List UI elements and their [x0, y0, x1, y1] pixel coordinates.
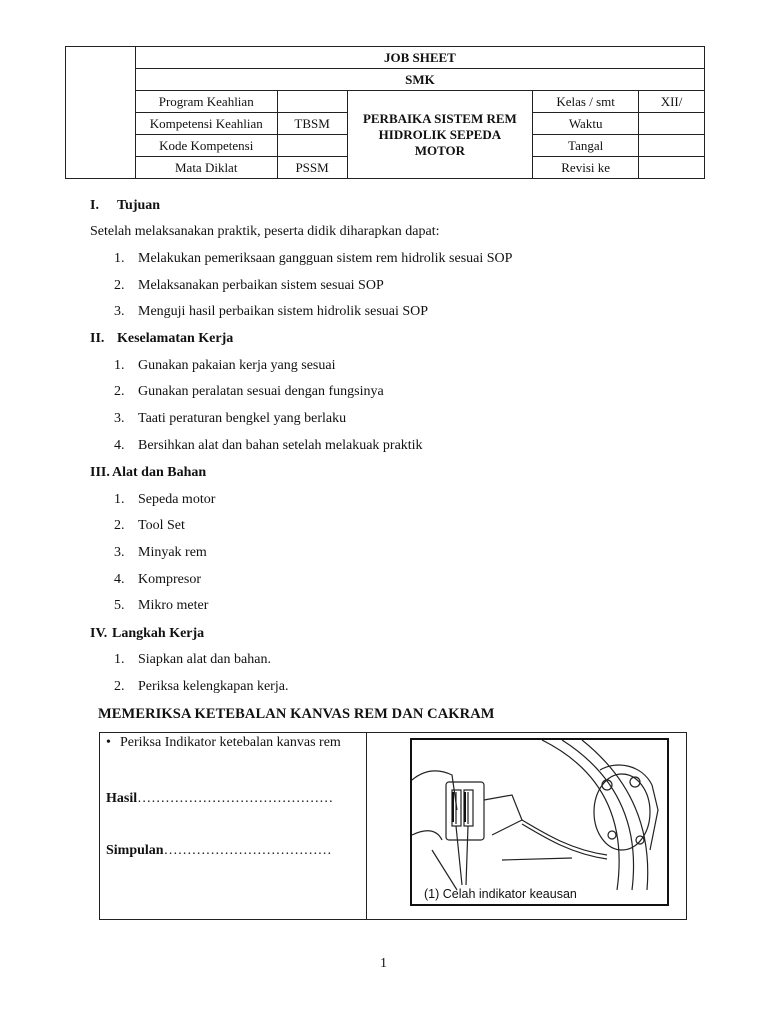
simpulan-dots: ………………………………	[163, 843, 332, 858]
kompetensi-keahlian-label: Kompetensi Keahlian	[135, 113, 277, 135]
tangal-label: Tangal	[533, 135, 639, 157]
section-number: IV.	[90, 626, 108, 641]
simpulan-field	[106, 843, 332, 859]
simpulan-label: Simpulan	[106, 843, 164, 858]
section-title: Alat dan Bahan	[112, 465, 207, 480]
section-alat-heading	[90, 465, 206, 481]
hasil-field	[106, 791, 333, 807]
list-item: 5. Mikro meter	[114, 598, 209, 613]
intro-text: Setelah melaksanakan praktik, peserta didik diharapkan dapat:	[90, 224, 440, 239]
list-item: 1. Siapkan alat dan bahan.	[114, 652, 271, 667]
list-item: 3. Menguji hasil perbaikan sistem hidrolik sesuai SOP	[114, 304, 429, 319]
job-sheet-header-table	[65, 46, 705, 179]
section-number: II.	[90, 331, 105, 346]
section-langkah-heading	[90, 626, 204, 642]
check-heading: MEMERIKSA KETEBALAN KANVAS REM DAN CAKRAM	[98, 706, 495, 722]
kelas-label: Kelas / smt	[533, 91, 639, 113]
tangal-value	[639, 135, 705, 157]
list-item: 2. Melaksanakan perbaikan sistem sesuai SOP	[114, 278, 384, 293]
page-number: 1	[380, 956, 387, 971]
subject-line-1: PERBAIKA SISTEM REM	[362, 110, 517, 126]
list-item: 1. Melakukan pemeriksaan gangguan sistem rem hidrolik sesuai SOP	[114, 251, 513, 266]
section-number: I.	[90, 198, 99, 213]
brake-caliper-figure	[410, 738, 669, 906]
inspection-table	[99, 732, 687, 920]
bullet-icon: •	[106, 735, 111, 750]
waktu-label: Waktu	[533, 113, 639, 135]
figure-caption: (1) Celah indikator keausan	[424, 887, 577, 901]
subject-line-2: HIDROLIK SEPEDA	[378, 126, 502, 142]
section-keselamatan-heading	[90, 331, 233, 347]
hasil-dots: ……………………………………	[137, 791, 334, 806]
kode-kompetensi-label: Kode Kompetensi	[135, 135, 277, 157]
mata-diklat-value: PSSM	[277, 157, 347, 179]
list-item: 1. Gunakan pakaian kerja yang sesuai	[114, 358, 336, 373]
kompetensi-keahlian-value: TBSM	[277, 113, 347, 135]
section-title: Tujuan	[117, 198, 161, 213]
subject-title	[347, 91, 533, 179]
kelas-value: XII/	[639, 91, 705, 113]
logo-cell	[66, 47, 136, 179]
revisi-value	[639, 157, 705, 179]
section-number: III.	[90, 465, 110, 480]
list-item: 4. Bersihkan alat dan bahan setelah melakuak praktik	[114, 438, 423, 453]
revisi-label: Revisi ke	[533, 157, 639, 179]
header-title: JOB SHEET	[135, 47, 704, 69]
hasil-label: Hasil	[106, 791, 138, 806]
list-item: 4. Kompresor	[114, 572, 201, 587]
kode-kompetensi-value	[277, 135, 347, 157]
list-item: 2. Gunakan peralatan sesuai dengan fungsinya	[114, 384, 384, 399]
list-item: 1. Sepeda motor	[114, 492, 216, 507]
list-item: 3. Taati peraturan bengkel yang berlaku	[114, 411, 347, 426]
section-tujuan-heading	[90, 198, 160, 214]
inspection-bullet: • Periksa Indikator ketebalan kanvas rem	[106, 735, 341, 750]
column-divider	[366, 733, 367, 919]
program-keahlian-label: Program Keahlian	[135, 91, 277, 113]
caliper-drawing	[412, 740, 667, 904]
list-item: 3. Minyak rem	[114, 545, 207, 560]
section-title: Langkah Kerja	[112, 626, 205, 641]
list-item: 2. Tool Set	[114, 518, 185, 533]
subject-line-3: MOTOR	[414, 142, 466, 158]
program-keahlian-value	[277, 91, 347, 113]
section-title: Keselamatan Kerja	[117, 331, 234, 346]
list-item: 2. Periksa kelengkapan kerja.	[114, 679, 289, 694]
header-school: SMK	[135, 69, 704, 91]
mata-diklat-label: Mata Diklat	[135, 157, 277, 179]
waktu-value	[639, 113, 705, 135]
